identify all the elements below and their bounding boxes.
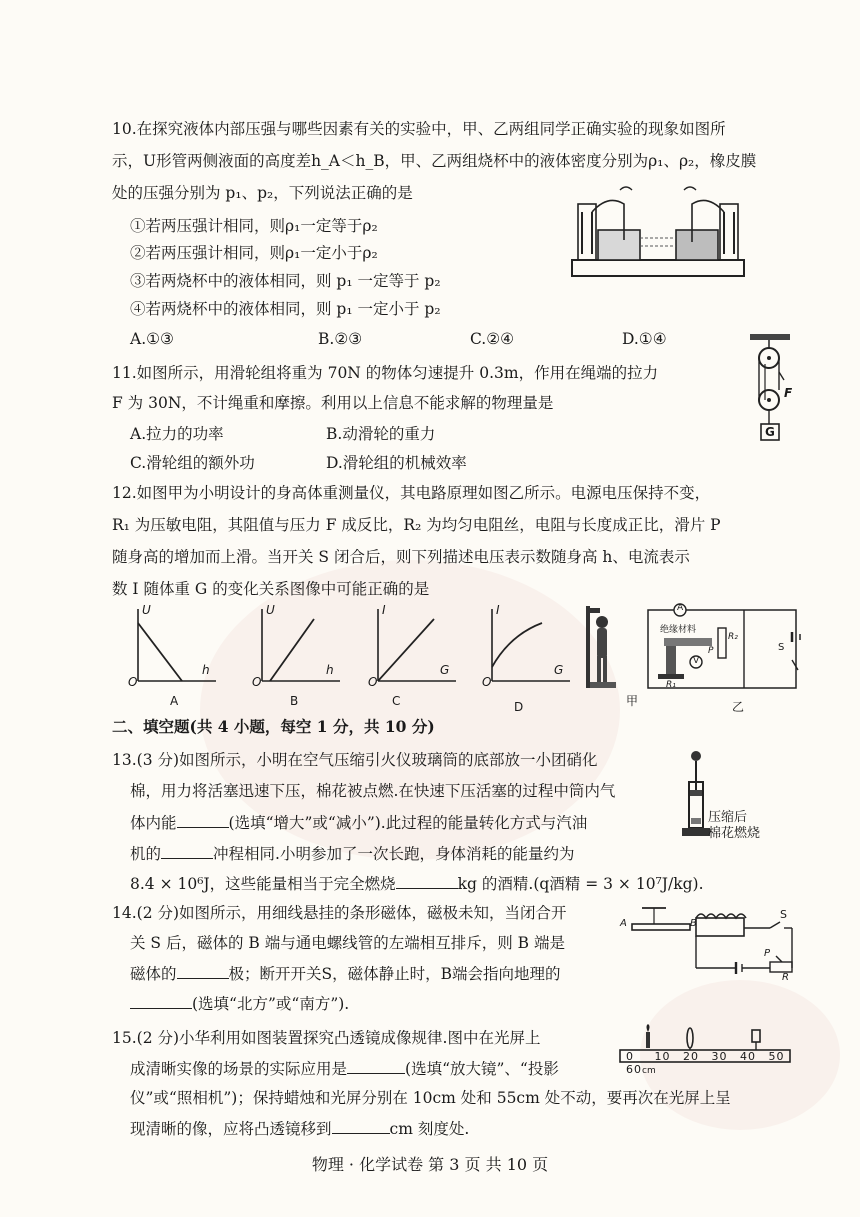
- q12-line-3: 随身高的增加而上滑。当开关 S 闭合后，则下列描述电压表示数随身高 h、电流表示: [112, 548, 690, 566]
- graph-a: [128, 603, 220, 689]
- ruler-tick: 50: [768, 1050, 785, 1063]
- q13-line-3: [130, 811, 587, 834]
- q14-line-4: [130, 992, 349, 1015]
- graph-b-x-label: h: [326, 663, 334, 677]
- slider-p-label: P: [764, 948, 771, 959]
- ruler-tick: 0: [626, 1050, 642, 1063]
- q12-line-4: 数 I 随体重 G 的变化关系图像中可能正确的是: [112, 580, 430, 598]
- graph-d-x-label: G: [554, 663, 564, 677]
- section-2-title: 二、填空题(共 4 小题，每空 1 分，共 10 分): [112, 717, 435, 736]
- graph-a-y-label: U: [142, 603, 151, 617]
- q11-option-b: B.动滑轮的重力: [326, 425, 436, 443]
- q13-line-2: 棉，用力将活塞迅速下压，棉花被点燃.在快速下压活塞的过程中筒内气: [130, 782, 616, 800]
- circuit-voltmeter: V: [693, 656, 700, 666]
- q13-line-5: [130, 872, 704, 895]
- graph-b: [252, 603, 344, 689]
- q12-line-1: 12.如图甲为小明设计的身高体重测量仪，其电路原理如图乙所示。电源电压保持不变，: [112, 484, 711, 502]
- q10-option-b: B.②③: [318, 330, 363, 348]
- graph-c-x-label: G: [440, 663, 450, 677]
- graph-d-label: D: [514, 700, 524, 714]
- q13-line-1: 13.(3 分)如图所示，小明在空气压缩引火仪玻璃筒的底部放一小团硝化: [112, 751, 598, 769]
- q10-statement-4: ④若两烧杯中的液体相同，则 p₁ 一定小于 p₂: [130, 300, 441, 318]
- q11-option-c: C.滑轮组的额外功: [130, 454, 255, 472]
- circuit-p-label: P: [708, 646, 714, 656]
- height-scale-photo: [584, 604, 618, 690]
- ruler-tick: 20: [683, 1050, 699, 1063]
- switch-s-label: S: [780, 908, 787, 921]
- q10-line-2: 示，U形管两侧液面的高度差h_A＜h_B，甲、乙两组烧杯中的液体密度分别为ρ₁、ρ₂，橡皮膜: [112, 152, 757, 170]
- q15-line-2: [130, 1057, 559, 1080]
- q14-line-3: [130, 962, 561, 985]
- graph-c-origin: O: [368, 675, 378, 689]
- circuit-ammeter: A: [677, 603, 684, 613]
- ruler-unit: cm: [642, 1066, 656, 1076]
- ruler-tick: 10: [654, 1050, 671, 1063]
- graph-c-y-label: I: [382, 603, 386, 617]
- q13-line-4: [130, 842, 574, 865]
- q13-text: 8.4 × 10⁶J，这些能量相当于完全燃烧: [130, 875, 396, 893]
- q12-line-2: R₁ 为压敏电阻，其阻值与压力 F 成反比，R₂ 为均匀电阻丝，电阻与长度成正比，滑片 P: [112, 516, 721, 534]
- pressure-gauge-figure: [568, 182, 748, 282]
- page-footer: 物理 · 化学试卷 第 3 页 共 10 页: [311, 1155, 549, 1174]
- figure-yi-label: 乙: [732, 700, 745, 714]
- q11-line-2: F 为 30N，不计绳重和摩擦。利用以上信息不能求解的物理量是: [112, 394, 554, 412]
- q13-text: 体内能: [130, 814, 177, 832]
- q15-line-4: [130, 1117, 469, 1140]
- graph-b-y-label: U: [266, 603, 275, 617]
- circuit-r2-label: R₂: [728, 632, 738, 642]
- circuit-s-label: S: [778, 642, 785, 653]
- q13-blank-1[interactable]: [177, 811, 229, 828]
- q14-text: 磁体的: [130, 965, 177, 983]
- q15-text: 成清晰实像的场景的实际应用是: [130, 1060, 348, 1078]
- graph-c: [368, 603, 460, 689]
- pulley-figure: [748, 332, 798, 450]
- graph-d-origin: O: [482, 675, 492, 689]
- circuit-insulator-label: 绝缘材料: [660, 625, 697, 635]
- q14-blank-2[interactable]: [130, 992, 192, 1009]
- q10-statement-2: ②若两压强计相同，则ρ₁一定小于ρ₂: [130, 244, 378, 262]
- q15-text: cm 刻度处.: [389, 1120, 470, 1138]
- ruler-tick: 30: [711, 1050, 728, 1063]
- q14-line-1: 14.(2 分)如图所示，用细线悬挂的条形磁体，磁极未知，当闭合开: [112, 904, 567, 922]
- ruler-scale: [626, 1050, 796, 1076]
- q10-option-c: C.②④: [470, 330, 515, 348]
- q14-text: (选填“北方”或“南方”).: [192, 995, 350, 1013]
- optical-bench-figure: [618, 1024, 796, 1076]
- q14-text: 极；断开开关S，磁体静止时，B端会指向地理的: [228, 965, 561, 983]
- q10-option-d: D.①④: [622, 330, 667, 348]
- q14-line-2: 关 S 后，磁体的 B 端与通电螺线管的左端相互排斥，则 B 端是: [130, 934, 565, 952]
- q10-line-3: 处的压强分别为 p₁、p₂，下列说法正确的是: [112, 184, 413, 202]
- graph-d-y-label: I: [496, 603, 500, 617]
- circuit-diagram: [644, 602, 804, 692]
- q13-text: kg 的酒精.(q酒精 = 3 × 10⁷J/kg).: [457, 875, 704, 893]
- graph-a-x-label: h: [202, 663, 210, 677]
- q10-statement-1: ①若两压强计相同，则ρ₁一定等于ρ₂: [130, 217, 378, 235]
- q10-line-1: 10.在探究液体内部压强与哪些因素有关的实验中，甲、乙两组同学正确实验的现象如图所: [112, 120, 726, 138]
- q15-blank-2[interactable]: [332, 1117, 390, 1134]
- syringe-caption-2: 棉花燃烧: [708, 826, 761, 841]
- graph-b-origin: O: [252, 675, 262, 689]
- graph-a-origin: O: [128, 675, 138, 689]
- pulley-f-label: F: [784, 386, 793, 400]
- q10-option-a: A.①③: [130, 330, 174, 348]
- solenoid-figure: [620, 904, 796, 986]
- rheostat-r-label: R: [782, 972, 789, 983]
- ruler-tick: 60: [626, 1063, 642, 1076]
- q11-option-d: D.滑轮组的机械效率: [326, 454, 467, 472]
- q15-text: 现清晰的像，应将凸透镜移到: [130, 1120, 332, 1138]
- q15-blank-1[interactable]: [347, 1057, 405, 1074]
- magnet-a-label: A: [620, 918, 627, 929]
- pulley-g-label: G: [765, 425, 775, 439]
- ruler-tick: 40: [740, 1050, 756, 1063]
- q10-statement-3: ③若两烧杯中的液体相同，则 p₁ 一定等于 p₂: [130, 272, 441, 290]
- syringe-caption-1: 压缩后: [708, 810, 748, 825]
- q11-option-a: A.拉力的功率: [130, 425, 224, 443]
- figure-jia-label: 甲: [626, 694, 639, 708]
- circuit-r1-label: R₁: [666, 680, 676, 690]
- magnet-b-label: B: [690, 918, 697, 929]
- q13-text: 冲程相同.小明参加了一次长跑，身体消耗的能量约为: [213, 845, 575, 863]
- q13-blank-2[interactable]: [161, 842, 213, 859]
- graph-c-label: C: [392, 694, 401, 708]
- q11-line-1: 11.如图所示，用滑轮组将重为 70N 的物体匀速提升 0.3m，作用在绳端的拉力: [112, 364, 659, 382]
- q13-text: (选填“增大”或“减小”).此过程的能量转化方式与汽油: [228, 814, 588, 832]
- graph-a-label: A: [170, 694, 179, 708]
- graph-d: [482, 603, 574, 689]
- q13-blank-3[interactable]: [396, 872, 458, 889]
- graph-b-label: B: [290, 694, 299, 708]
- q14-blank-1[interactable]: [177, 962, 229, 979]
- q15-text: (选填“放大镜”、“投影: [405, 1060, 559, 1078]
- q15-line-3: 仪”或“照相机”)；保持蜡烛和光屏分别在 10cm 处和 55cm 处不动，要再次在光屏上呈: [130, 1089, 731, 1107]
- q13-text: 机的: [130, 845, 162, 863]
- q15-line-1: 15.(2 分)小华利用如图装置探究凸透镜成像规律.图中在光屏上: [112, 1029, 541, 1047]
